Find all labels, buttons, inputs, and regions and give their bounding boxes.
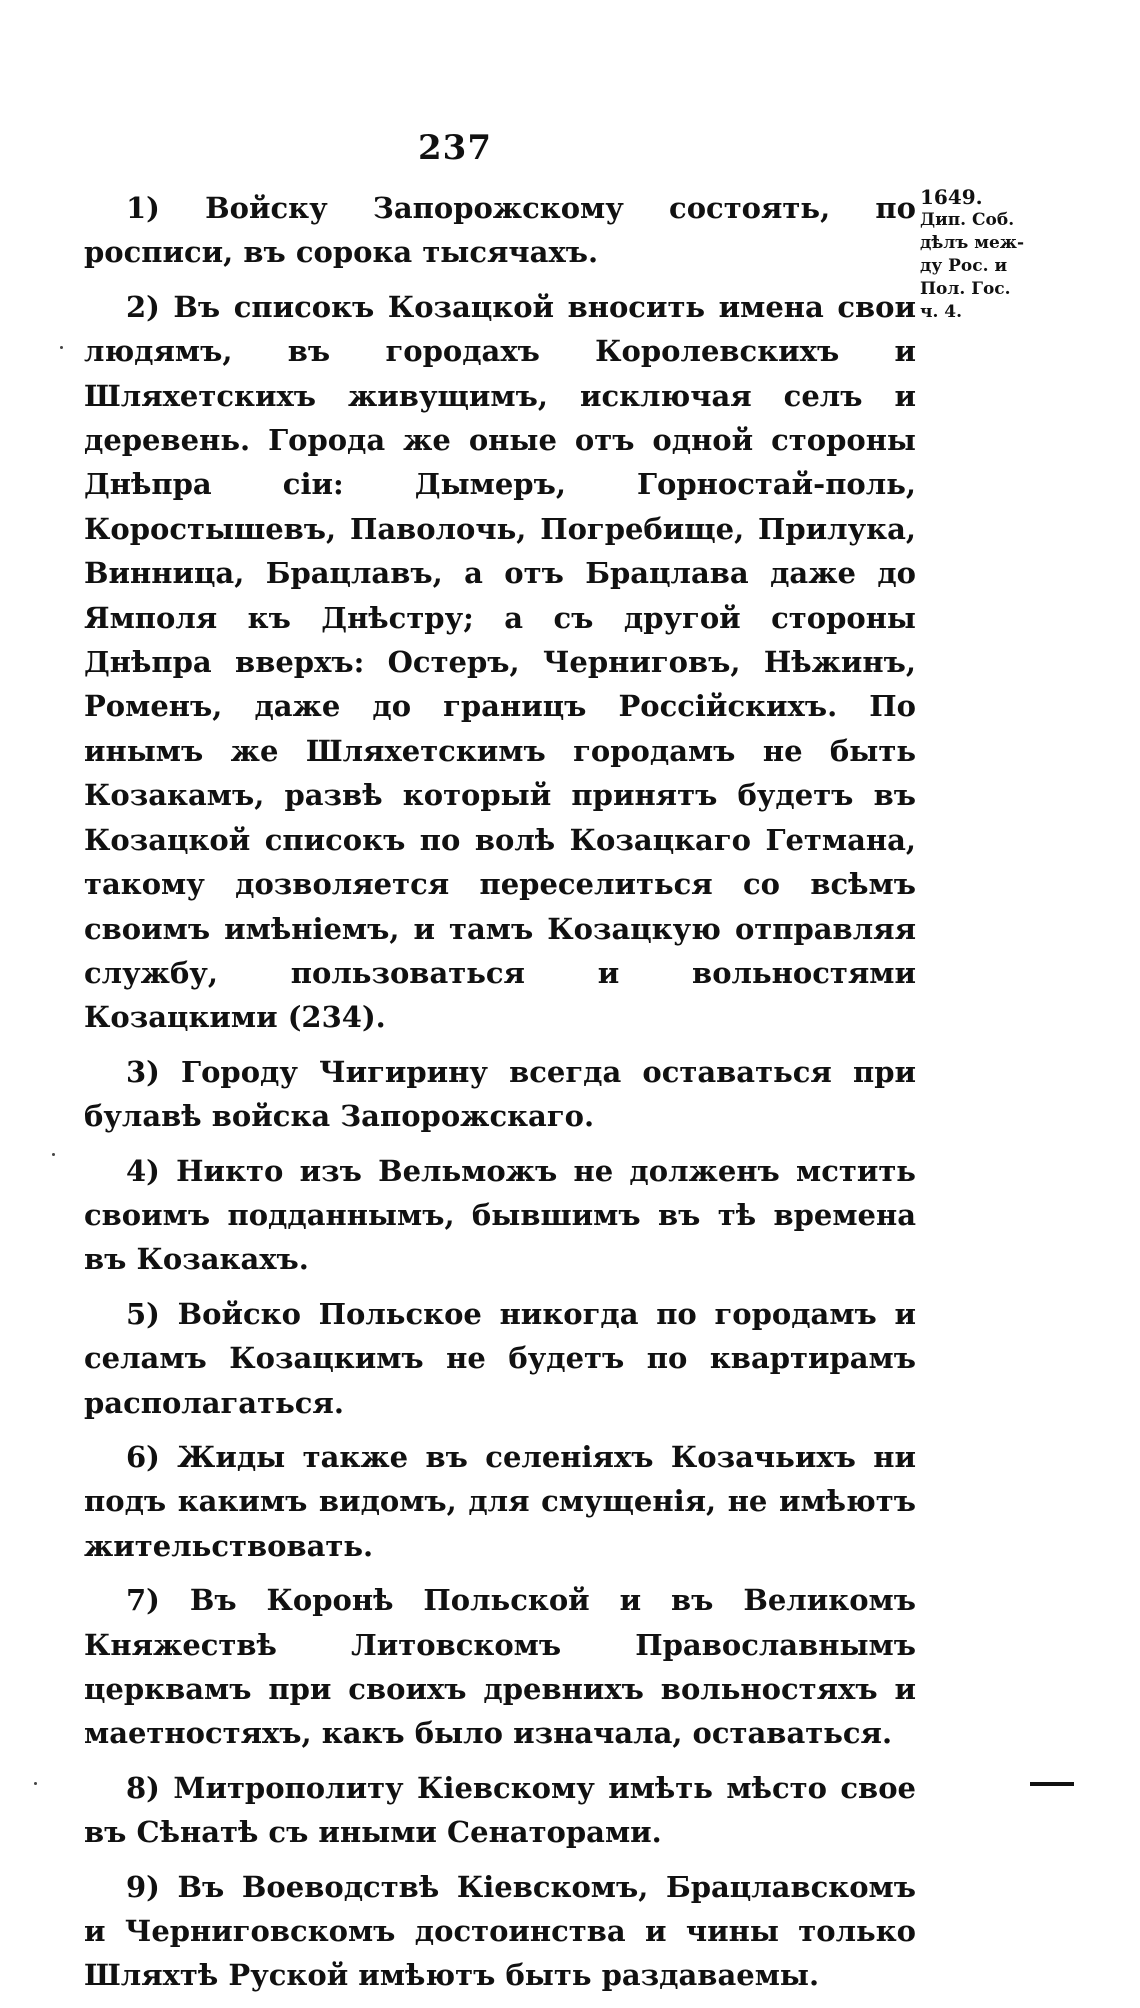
article-6: 6) Жиды также въ селеніяхъ Козачьихъ ни подъ какимъ видомъ, для смущенія, не имѣютъ жительствовать. xyxy=(84,1439,916,1563)
page-number: 237 xyxy=(418,128,492,168)
margin-note-year: 1649. xyxy=(920,185,983,209)
paper-speck xyxy=(60,346,63,349)
article-9: 9) Въ Воеводствѣ Кіевскомъ, Брацлавскомъ и Черниговскомъ достоинства и чины только Шляхтѣ Руской имѣютъ быть раздаваемы. xyxy=(84,1869,916,1993)
paper-speck xyxy=(34,1782,37,1785)
main-text xyxy=(84,186,916,2008)
page-end-dash xyxy=(1030,1782,1074,1786)
margin-note-line: Пол. Гос. xyxy=(920,279,1011,299)
margin-note xyxy=(920,186,1032,324)
article-5: 5) Войско Польское никогда по городамъ и селамъ Козацкимъ не будетъ по квартирамъ располагаться. xyxy=(84,1296,916,1420)
margin-note-line: ч. 4. xyxy=(920,302,963,322)
margin-note-line: Дип. Соб. xyxy=(920,210,1015,230)
article-7: 7) Въ Коронѣ Польской и въ Великомъ Княжествѣ Литовскомъ Православнымъ церквамъ при своихъ древнихъ вольностяхъ и маетностяхъ, какъ было изначала, оставаться. xyxy=(84,1583,916,1751)
article-2: 2) Въ списокъ Козацкой вносить имена свои людямъ, въ городахъ Королевскихъ и Шляхетскихъ живущимъ, исключая селъ и деревень. Города же оные отъ одной стороны Днѣпра сіи: Дымеръ, Горностай-поль, Коростышевъ, Паволочь, Погребище, Прилука, Винница, Брацлавъ, а отъ Брацлава даже до Ямполя къ Днѣстру; а съ другой стороны Днѣпра вверхъ: Остеръ, Черниговъ, Нѣжинъ, Роменъ, даже до границъ Россійскихъ. По инымъ же Шляхетскимъ городамъ не быть Козакамъ, развѣ который принятъ будетъ въ Козацкой списокъ по волѣ Козацкаго Гетмана, такому дозволяется переселиться со всѣмъ своимъ имѣніемъ, и тамъ Козацкую отправляя службу, пользоваться и вольностями Козацкими (234). xyxy=(84,289,916,1035)
article-8: 8) Митрополиту Кіевскому имѣть мѣсто свое въ Сѣнатѣ съ иными Сенаторами. xyxy=(84,1770,916,1850)
margin-note-line: дѣлъ меж- xyxy=(920,233,1025,253)
article-4: 4) Никто изъ Вельможъ не долженъ мстить своимъ подданнымъ, бывшимъ въ тѣ времена въ Козакахъ. xyxy=(84,1153,916,1277)
article-3: 3) Городу Чигирину всегда оставаться при булавѣ войска Запорожскаго. xyxy=(84,1054,916,1134)
paper-speck xyxy=(52,1153,55,1156)
article-1: 1) Войску Запорожскому состоять, по росписи, въ сорока тысячахъ. xyxy=(84,191,916,270)
margin-note-line: ду Рос. и xyxy=(920,256,1008,276)
